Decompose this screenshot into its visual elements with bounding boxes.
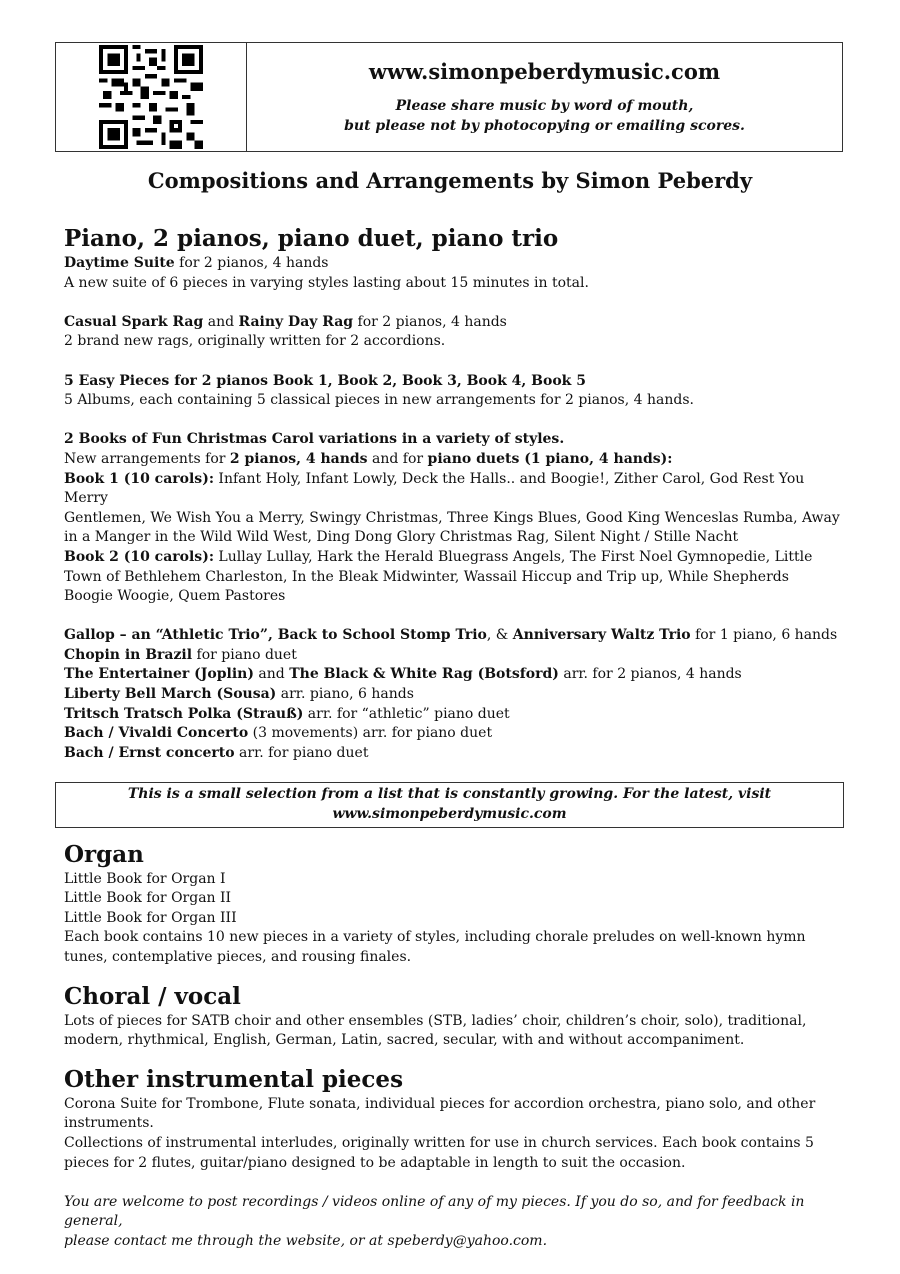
qr-cell (56, 43, 247, 151)
entry-detail: for piano duet (192, 646, 297, 663)
entry-detail: arr. for 2 pianos, 4 hands (558, 666, 742, 683)
other-interludes: Collections of instrumental interludes, originally written for use in church services. Each book contains 5 (64, 1134, 814, 1151)
carol-book-1-cont: in a Manger in the Wild Wild West, Ding Dong Glory Christmas Rag, Silent Night / Stille Nacht (64, 529, 739, 546)
document-title: Compositions and Arrangements by Simon Peberdy (147, 168, 753, 193)
entry-title: Bach / Vivaldi Concerto (64, 725, 249, 742)
entry-rags (64, 313, 844, 333)
entry-entertainer (64, 665, 844, 685)
entry-title: Anniversary Waltz Trio (512, 627, 691, 644)
entry-tritsch-tratsch (64, 705, 844, 725)
header-box (55, 42, 843, 152)
entry-description: A new suite of 6 pieces in varying styles lasting about 15 minutes in total. (64, 274, 589, 291)
entry-title: 2 Books of Fun Christmas Carol variations in a variety of styles. (64, 431, 565, 448)
other-description: Corona Suite for Trombone, Flute sonata, individual pieces for accordion orchestra, piano solo, and other (64, 1095, 816, 1112)
section-heading-other: Other instrumental pieces (64, 1065, 404, 1093)
site-cell (247, 43, 842, 151)
footer-note-cont: please contact me through the website, or at speberdy@yahoo.com. (64, 1232, 548, 1249)
entry-liberty-bell (64, 685, 844, 705)
entry-detail: for 1 piano, 6 hands (690, 627, 838, 644)
entry-detail: for 2 pianos, 4 hands (353, 313, 507, 330)
share-note-line-2: but please not by photocopying or emailing scores. (344, 117, 745, 134)
entry-title: The Black & White Rag (Botsford) (289, 666, 559, 683)
carol-book-1 (64, 470, 844, 509)
share-note-line-1: Please share music by word of mouth, (395, 97, 694, 114)
book-label: Book 1 (10 carols): (64, 470, 214, 487)
carol-book-2-cont: Boogie Woogie, Quem Pastores (64, 588, 286, 605)
entry-detail: and for (367, 450, 428, 467)
organ-book-3: Little Book for Organ III (64, 909, 237, 926)
entry-bach-vivaldi (64, 724, 844, 744)
other-interludes-cont: pieces for 2 flutes, guitar/piano designed to be adaptable in length to suit the occasion. (64, 1154, 686, 1171)
share-note (344, 96, 745, 136)
entry-detail: , & (486, 627, 513, 644)
other-description-cont: instruments. (64, 1115, 154, 1132)
content-body (64, 224, 844, 1252)
book-contents: Lullay Lullay, Hark the Herald Bluegrass Angels, The First Noel Gymnopedie, Little (213, 548, 813, 565)
entry-description: 2 brand new rags, originally written for 2 accordions. (64, 333, 446, 350)
entry-title: Liberty Bell March (Sousa) (64, 686, 277, 703)
entry-title: Chopin in Brazil (64, 646, 193, 663)
section-heading-piano: Piano, 2 pianos, piano duet, piano trio (64, 225, 559, 252)
carol-book-2-cont: Town of Bethlehem Charleston, In the Bleak Midwinter, Wassail Hiccup and Trip up, While Shepherds (64, 568, 789, 585)
entry-trios (64, 626, 844, 646)
entry-carols (64, 430, 844, 450)
entry-detail: for 2 pianos, 4 hands (174, 255, 329, 271)
book-label: Book 2 (10 carols): (64, 548, 214, 565)
section-heading-choral: Choral / vocal (64, 982, 241, 1010)
entry-title: Tritsch Tratsch Polka (Strauß) (64, 705, 304, 722)
website-url: www.simonpeberdymusic.com (368, 58, 721, 84)
choral-description: Lots of pieces for SATB choir and other ensembles (STB, ladies’ choir, children’s choir, solo), traditional, (64, 1012, 807, 1029)
entry-emphasis: piano duets (1 piano, 4 hands): (427, 450, 673, 467)
entry-description: 5 Albums, each containing 5 classical pieces in new arrangements for 2 pianos, 4 hands. (64, 392, 694, 409)
entry-bach-ernst (64, 744, 844, 764)
entry-detail: arr. for “athletic” piano duet (303, 705, 510, 722)
entry-detail: arr. piano, 6 hands (276, 686, 414, 703)
entry-easy-pieces (64, 372, 844, 392)
notice-box (55, 782, 844, 827)
section-heading-organ: Organ (64, 840, 144, 868)
carol-book-1-cont: Gentlemen, We Wish You a Merry, Swingy Christmas, Three Kings Blues, Good King Wenceslas Rumba, Away (64, 509, 840, 526)
entry-emphasis: 2 pianos, 4 hands (229, 450, 368, 467)
organ-description-cont: tunes, contemplative pieces, and rousing finales. (64, 949, 412, 965)
entry-description (64, 450, 844, 470)
organ-book-2: Little Book for Organ II (64, 890, 232, 907)
choral-description-cont: modern, rhythmical, English, German, Latin, sacred, secular, with and without accompaniment. (64, 1032, 745, 1049)
entry-detail: New arrangements for (64, 450, 230, 467)
organ-book-1: Little Book for Organ I (64, 870, 226, 887)
entry-title: The Entertainer (Joplin) (64, 666, 254, 683)
book-contents: Infant Holy, Infant Lowly, Deck the Halls.. and Boogie!, Zither Carol, God Rest You Merry (64, 470, 805, 507)
entry-daytime-suite (64, 254, 844, 274)
notice-line-2: www.simonpeberdymusic.com (332, 806, 567, 823)
entry-title: Casual Spark Rag (64, 313, 204, 330)
entry-title: Rainy Day Rag (238, 313, 354, 330)
entry-title: 5 Easy Pieces for 2 pianos Book 1, Book 2, Book 3, Book 4, Book 5 (64, 372, 586, 389)
entry-detail: and (203, 313, 239, 330)
organ-description: Each book contains 10 new pieces in a variety of styles, including chorale preludes on well-known hymn (64, 929, 806, 946)
entry-chopin (64, 646, 844, 666)
entry-detail: (3 movements) arr. for piano duet (248, 725, 493, 742)
entry-title: Gallop – an “Athletic Trio”, Back to School Stomp Trio (64, 627, 487, 644)
footer-note: You are welcome to post recordings / videos online of any of my pieces. If you do so, and for feedback in general, (64, 1193, 805, 1230)
entry-title: Bach / Ernst concerto (64, 744, 235, 761)
entry-detail: and (253, 666, 290, 683)
notice-line-1: This is a small selection from a list that is constantly growing. For the latest, visit (127, 786, 772, 803)
entry-detail: arr. for piano duet (234, 744, 369, 761)
carol-book-2 (64, 548, 844, 568)
entry-title: Daytime Suite (64, 255, 175, 271)
qr-code-icon (99, 45, 203, 149)
